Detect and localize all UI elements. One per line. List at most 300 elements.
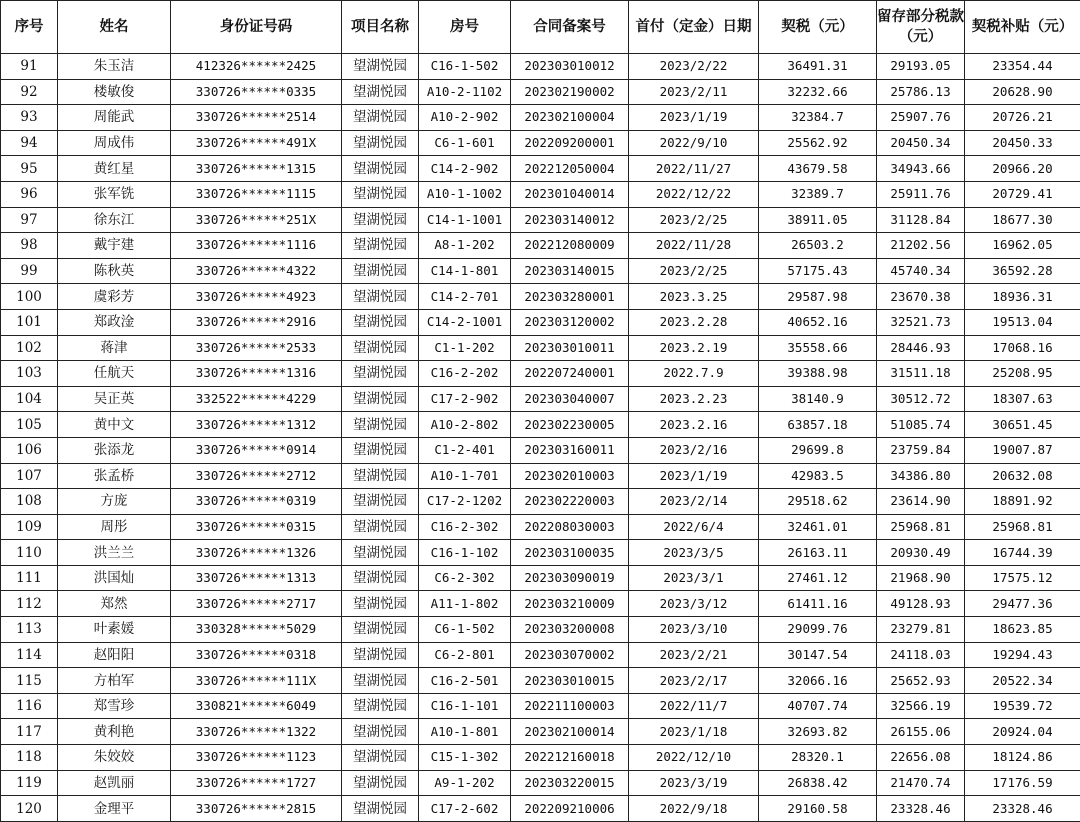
header-contract: 合同备案号: [511, 1, 629, 54]
cell-room: A11-1-802: [419, 591, 511, 617]
cell-room: C16-1-502: [419, 54, 511, 80]
cell-seq: 118: [1, 745, 58, 771]
cell-id: 330726******0319: [171, 489, 342, 515]
cell-room: A10-1-701: [419, 463, 511, 489]
table-row: [1, 693, 1080, 719]
cell-seq: 102: [1, 335, 58, 361]
cell-contract: 202212160018: [511, 745, 629, 771]
cell-project: 望湖悦园: [342, 770, 419, 796]
cell-subsidy: 20726.21: [965, 105, 1080, 131]
cell-project: 望湖悦园: [342, 156, 419, 182]
table-row: [1, 745, 1080, 771]
cell-subsidy: 25968.81: [965, 514, 1080, 540]
cell-tax: 38140.9: [759, 386, 877, 412]
cell-date: 2023.2.28: [629, 309, 759, 335]
cell-date: 2022/12/10: [629, 745, 759, 771]
cell-id: 330726******251X: [171, 207, 342, 233]
cell-project: 望湖悦园: [342, 565, 419, 591]
cell-project: 望湖悦园: [342, 309, 419, 335]
cell-contract: 202303140012: [511, 207, 629, 233]
cell-subsidy: 18307.63: [965, 386, 1080, 412]
cell-id: 330726******2717: [171, 591, 342, 617]
cell-subsidy: 17575.12: [965, 565, 1080, 591]
cell-retained: 30512.72: [877, 386, 965, 412]
cell-contract: 202303010015: [511, 668, 629, 694]
cell-project: 望湖悦园: [342, 540, 419, 566]
cell-date: 2022/9/10: [629, 130, 759, 156]
cell-name: 陈秋英: [58, 258, 171, 284]
cell-subsidy: 17068.16: [965, 335, 1080, 361]
cell-project: 望湖悦园: [342, 591, 419, 617]
cell-project: 望湖悦园: [342, 796, 419, 822]
cell-date: 2023.3.25: [629, 284, 759, 310]
cell-name: 洪国灿: [58, 565, 171, 591]
cell-room: C16-2-501: [419, 668, 511, 694]
cell-date: 2022/11/27: [629, 156, 759, 182]
cell-retained: 24118.03: [877, 642, 965, 668]
cell-room: C14-2-902: [419, 156, 511, 182]
cell-tax: 32384.7: [759, 105, 877, 131]
cell-contract: 202303160011: [511, 437, 629, 463]
cell-date: 2022/9/18: [629, 796, 759, 822]
cell-room: C6-1-601: [419, 130, 511, 156]
cell-id: 330726******1116: [171, 233, 342, 259]
cell-date: 2022/6/4: [629, 514, 759, 540]
table-row: [1, 181, 1080, 207]
cell-subsidy: 18936.31: [965, 284, 1080, 310]
cell-name: 郑雪珍: [58, 693, 171, 719]
cell-project: 望湖悦园: [342, 130, 419, 156]
header-tax: 契税（元）: [759, 1, 877, 54]
cell-tax: 29699.8: [759, 437, 877, 463]
cell-retained: 25968.81: [877, 514, 965, 540]
header-seq: 序号: [1, 1, 58, 54]
table-row: [1, 105, 1080, 131]
cell-retained: 23279.81: [877, 617, 965, 643]
cell-retained: 31128.84: [877, 207, 965, 233]
table-row: [1, 668, 1080, 694]
cell-id: 330726******1115: [171, 181, 342, 207]
cell-contract: 202209210006: [511, 796, 629, 822]
table-row: [1, 130, 1080, 156]
cell-seq: 103: [1, 361, 58, 387]
cell-project: 望湖悦园: [342, 745, 419, 771]
cell-name: 叶素媛: [58, 617, 171, 643]
cell-contract: 202303200008: [511, 617, 629, 643]
cell-retained: 21968.90: [877, 565, 965, 591]
cell-tax: 36491.31: [759, 54, 877, 80]
cell-contract: 202212080009: [511, 233, 629, 259]
cell-contract: 202301040014: [511, 181, 629, 207]
cell-date: 2023/2/25: [629, 258, 759, 284]
cell-contract: 202212050004: [511, 156, 629, 182]
cell-id: 330726******1326: [171, 540, 342, 566]
cell-project: 望湖悦园: [342, 207, 419, 233]
table-row: [1, 79, 1080, 105]
cell-room: C17-2-1202: [419, 489, 511, 515]
cell-name: 张军铣: [58, 181, 171, 207]
cell-id: 330726******4923: [171, 284, 342, 310]
cell-tax: 29587.98: [759, 284, 877, 310]
cell-project: 望湖悦园: [342, 284, 419, 310]
header-room: 房号: [419, 1, 511, 54]
cell-retained: 21470.74: [877, 770, 965, 796]
cell-contract: 202303010011: [511, 335, 629, 361]
cell-room: C16-1-102: [419, 540, 511, 566]
cell-id: 330726******2815: [171, 796, 342, 822]
cell-tax: 29099.76: [759, 617, 877, 643]
cell-room: A8-1-202: [419, 233, 511, 259]
table-row: [1, 156, 1080, 182]
cell-project: 望湖悦园: [342, 233, 419, 259]
cell-id: 330726******4322: [171, 258, 342, 284]
cell-contract: 202302230005: [511, 412, 629, 438]
cell-seq: 114: [1, 642, 58, 668]
cell-date: 2022/12/22: [629, 181, 759, 207]
cell-subsidy: 20632.08: [965, 463, 1080, 489]
cell-contract: 202208030003: [511, 514, 629, 540]
cell-tax: 57175.43: [759, 258, 877, 284]
cell-date: 2023/2/25: [629, 207, 759, 233]
table-row: [1, 770, 1080, 796]
cell-room: C16-2-302: [419, 514, 511, 540]
cell-tax: 26838.42: [759, 770, 877, 796]
cell-tax: 27461.12: [759, 565, 877, 591]
table-row: [1, 386, 1080, 412]
cell-retained: 20930.49: [877, 540, 965, 566]
cell-room: A10-1-801: [419, 719, 511, 745]
cell-name: 黄红星: [58, 156, 171, 182]
cell-retained: 45740.34: [877, 258, 965, 284]
cell-project: 望湖悦园: [342, 693, 419, 719]
table-row: [1, 489, 1080, 515]
cell-id: 330726******1322: [171, 719, 342, 745]
table-row: [1, 258, 1080, 284]
cell-name: 赵凯丽: [58, 770, 171, 796]
table-row: [1, 514, 1080, 540]
table-row: [1, 412, 1080, 438]
cell-seq: 104: [1, 386, 58, 412]
table-row: [1, 54, 1080, 80]
cell-date: 2023/3/12: [629, 591, 759, 617]
cell-tax: 40652.16: [759, 309, 877, 335]
cell-name: 徐东江: [58, 207, 171, 233]
cell-contract: 202303210009: [511, 591, 629, 617]
cell-contract: 202302190002: [511, 79, 629, 105]
cell-name: 黄中文: [58, 412, 171, 438]
cell-contract: 202209200001: [511, 130, 629, 156]
cell-project: 望湖悦园: [342, 514, 419, 540]
cell-subsidy: 18623.85: [965, 617, 1080, 643]
cell-seq: 101: [1, 309, 58, 335]
table-row: [1, 642, 1080, 668]
cell-retained: 20450.34: [877, 130, 965, 156]
cell-id: 330726******111X: [171, 668, 342, 694]
cell-retained: 34386.80: [877, 463, 965, 489]
cell-id: 330328******5029: [171, 617, 342, 643]
cell-id: 330726******2712: [171, 463, 342, 489]
cell-project: 望湖悦园: [342, 181, 419, 207]
cell-subsidy: 19513.04: [965, 309, 1080, 335]
cell-tax: 32389.7: [759, 181, 877, 207]
cell-seq: 107: [1, 463, 58, 489]
cell-retained: 29193.05: [877, 54, 965, 80]
cell-id: 330726******1316: [171, 361, 342, 387]
cell-project: 望湖悦园: [342, 617, 419, 643]
cell-tax: 32232.66: [759, 79, 877, 105]
cell-project: 望湖悦园: [342, 386, 419, 412]
cell-id: 332522******4229: [171, 386, 342, 412]
cell-subsidy: 20450.33: [965, 130, 1080, 156]
cell-retained: 28446.93: [877, 335, 965, 361]
cell-name: 朱玉洁: [58, 54, 171, 80]
table-row: [1, 719, 1080, 745]
cell-contract: 202302100004: [511, 105, 629, 131]
cell-project: 望湖悦园: [342, 258, 419, 284]
cell-retained: 51085.74: [877, 412, 965, 438]
cell-id: 330726******2514: [171, 105, 342, 131]
cell-id: 412326******2425: [171, 54, 342, 80]
cell-room: C6-2-302: [419, 565, 511, 591]
cell-seq: 113: [1, 617, 58, 643]
cell-seq: 97: [1, 207, 58, 233]
cell-seq: 111: [1, 565, 58, 591]
cell-room: A10-2-802: [419, 412, 511, 438]
cell-date: 2023/3/10: [629, 617, 759, 643]
cell-id: 330726******1123: [171, 745, 342, 771]
cell-room: A10-1-1002: [419, 181, 511, 207]
cell-room: C14-2-1001: [419, 309, 511, 335]
cell-id: 330726******2916: [171, 309, 342, 335]
table-row: [1, 463, 1080, 489]
cell-name: 任航天: [58, 361, 171, 387]
table-row: [1, 565, 1080, 591]
table-row: [1, 309, 1080, 335]
cell-retained: 22656.08: [877, 745, 965, 771]
cell-project: 望湖悦园: [342, 463, 419, 489]
cell-tax: 38911.05: [759, 207, 877, 233]
cell-date: 2023.2.19: [629, 335, 759, 361]
cell-retained: 23614.90: [877, 489, 965, 515]
cell-seq: 106: [1, 437, 58, 463]
cell-subsidy: 36592.28: [965, 258, 1080, 284]
cell-subsidy: 17176.59: [965, 770, 1080, 796]
cell-subsidy: 16744.39: [965, 540, 1080, 566]
cell-retained: 23670.38: [877, 284, 965, 310]
cell-retained: 25652.93: [877, 668, 965, 694]
cell-date: 2023/2/21: [629, 642, 759, 668]
cell-tax: 25562.92: [759, 130, 877, 156]
cell-date: 2023/2/14: [629, 489, 759, 515]
cell-project: 望湖悦园: [342, 437, 419, 463]
cell-room: C6-1-502: [419, 617, 511, 643]
cell-retained: 26155.06: [877, 719, 965, 745]
cell-date: 2023/3/5: [629, 540, 759, 566]
cell-seq: 108: [1, 489, 58, 515]
cell-retained: 25911.76: [877, 181, 965, 207]
cell-name: 楼敏俊: [58, 79, 171, 105]
cell-contract: 202302100014: [511, 719, 629, 745]
cell-date: 2023/3/1: [629, 565, 759, 591]
cell-id: 330726******0335: [171, 79, 342, 105]
cell-id: 330726******0914: [171, 437, 342, 463]
cell-tax: 32066.16: [759, 668, 877, 694]
cell-name: 赵阳阳: [58, 642, 171, 668]
cell-project: 望湖悦园: [342, 719, 419, 745]
header-project: 项目名称: [342, 1, 419, 54]
cell-tax: 39388.98: [759, 361, 877, 387]
cell-contract: 202303010012: [511, 54, 629, 80]
table-row: [1, 335, 1080, 361]
cell-subsidy: 20729.41: [965, 181, 1080, 207]
cell-room: C16-2-202: [419, 361, 511, 387]
cell-tax: 63857.18: [759, 412, 877, 438]
cell-seq: 94: [1, 130, 58, 156]
cell-id: 330726******1727: [171, 770, 342, 796]
cell-retained: 25786.13: [877, 79, 965, 105]
table-row: [1, 207, 1080, 233]
table-row: [1, 284, 1080, 310]
cell-contract: 202303100035: [511, 540, 629, 566]
cell-name: 郑政淦: [58, 309, 171, 335]
cell-project: 望湖悦园: [342, 668, 419, 694]
cell-subsidy: 19539.72: [965, 693, 1080, 719]
cell-id: 330726******1313: [171, 565, 342, 591]
cell-contract: 202302220003: [511, 489, 629, 515]
cell-name: 张孟桥: [58, 463, 171, 489]
cell-subsidy: 25208.95: [965, 361, 1080, 387]
table-row: [1, 233, 1080, 259]
cell-name: 郑然: [58, 591, 171, 617]
cell-subsidy: 20966.20: [965, 156, 1080, 182]
cell-tax: 29160.58: [759, 796, 877, 822]
cell-subsidy: 20924.04: [965, 719, 1080, 745]
cell-id: 330726******0315: [171, 514, 342, 540]
cell-date: 2022.7.9: [629, 361, 759, 387]
cell-tax: 35558.66: [759, 335, 877, 361]
cell-contract: 202303070002: [511, 642, 629, 668]
cell-seq: 100: [1, 284, 58, 310]
cell-retained: 21202.56: [877, 233, 965, 259]
cell-contract: 202303120002: [511, 309, 629, 335]
cell-subsidy: 16962.05: [965, 233, 1080, 259]
cell-name: 周能武: [58, 105, 171, 131]
cell-subsidy: 29477.36: [965, 591, 1080, 617]
cell-room: C14-1-801: [419, 258, 511, 284]
cell-id: 330726******0318: [171, 642, 342, 668]
cell-subsidy: 19294.43: [965, 642, 1080, 668]
table-row: [1, 361, 1080, 387]
cell-seq: 93: [1, 105, 58, 131]
cell-date: 2023.2.23: [629, 386, 759, 412]
cell-contract: 202303220015: [511, 770, 629, 796]
cell-subsidy: 19007.87: [965, 437, 1080, 463]
cell-retained: 31511.18: [877, 361, 965, 387]
cell-subsidy: 20522.34: [965, 668, 1080, 694]
cell-seq: 95: [1, 156, 58, 182]
cell-seq: 98: [1, 233, 58, 259]
cell-id: 330726******1315: [171, 156, 342, 182]
cell-subsidy: 23354.44: [965, 54, 1080, 80]
cell-room: C15-1-302: [419, 745, 511, 771]
cell-subsidy: 23328.46: [965, 796, 1080, 822]
cell-room: A9-1-202: [419, 770, 511, 796]
cell-date: 2022/11/28: [629, 233, 759, 259]
cell-room: A10-2-902: [419, 105, 511, 131]
cell-date: 2022/11/7: [629, 693, 759, 719]
cell-tax: 26503.2: [759, 233, 877, 259]
header-date: 首付（定金）日期: [629, 1, 759, 54]
cell-seq: 91: [1, 54, 58, 80]
cell-room: C14-1-1001: [419, 207, 511, 233]
cell-contract: 202207240001: [511, 361, 629, 387]
cell-project: 望湖悦园: [342, 361, 419, 387]
cell-tax: 61411.16: [759, 591, 877, 617]
header-name: 姓名: [58, 1, 171, 54]
cell-tax: 26163.11: [759, 540, 877, 566]
cell-project: 望湖悦园: [342, 412, 419, 438]
header-id: 身份证号码: [171, 1, 342, 54]
cell-id: 330726******1312: [171, 412, 342, 438]
cell-subsidy: 18124.86: [965, 745, 1080, 771]
cell-retained: 23328.46: [877, 796, 965, 822]
table-row: [1, 617, 1080, 643]
cell-id: 330821******6049: [171, 693, 342, 719]
cell-tax: 29518.62: [759, 489, 877, 515]
table-row: [1, 591, 1080, 617]
cell-subsidy: 20628.90: [965, 79, 1080, 105]
cell-tax: 43679.58: [759, 156, 877, 182]
cell-project: 望湖悦园: [342, 642, 419, 668]
cell-name: 虞彩芳: [58, 284, 171, 310]
header-subsidy: 契税补贴（元）: [965, 1, 1080, 54]
cell-seq: 99: [1, 258, 58, 284]
cell-name: 黄利艳: [58, 719, 171, 745]
cell-name: 方庞: [58, 489, 171, 515]
cell-name: 金理平: [58, 796, 171, 822]
cell-name: 周彤: [58, 514, 171, 540]
cell-tax: 40707.74: [759, 693, 877, 719]
cell-seq: 120: [1, 796, 58, 822]
cell-date: 2023/2/17: [629, 668, 759, 694]
cell-name: 蒋津: [58, 335, 171, 361]
cell-retained: 32566.19: [877, 693, 965, 719]
cell-contract: 202303090019: [511, 565, 629, 591]
cell-retained: 34943.66: [877, 156, 965, 182]
cell-seq: 116: [1, 693, 58, 719]
cell-contract: 202211100003: [511, 693, 629, 719]
cell-room: C1-1-202: [419, 335, 511, 361]
cell-seq: 119: [1, 770, 58, 796]
cell-project: 望湖悦园: [342, 54, 419, 80]
cell-id: 330726******2533: [171, 335, 342, 361]
cell-tax: 42983.5: [759, 463, 877, 489]
cell-tax: 30147.54: [759, 642, 877, 668]
cell-id: 330726******491X: [171, 130, 342, 156]
cell-project: 望湖悦园: [342, 335, 419, 361]
cell-seq: 110: [1, 540, 58, 566]
cell-room: C17-2-602: [419, 796, 511, 822]
cell-retained: 25907.76: [877, 105, 965, 131]
cell-room: C16-1-101: [419, 693, 511, 719]
header-row: [1, 1, 1080, 54]
cell-tax: 32461.01: [759, 514, 877, 540]
cell-name: 朱姣姣: [58, 745, 171, 771]
cell-date: 2023/1/19: [629, 105, 759, 131]
cell-date: 2023/1/19: [629, 463, 759, 489]
cell-room: A10-2-1102: [419, 79, 511, 105]
table-row: [1, 796, 1080, 822]
